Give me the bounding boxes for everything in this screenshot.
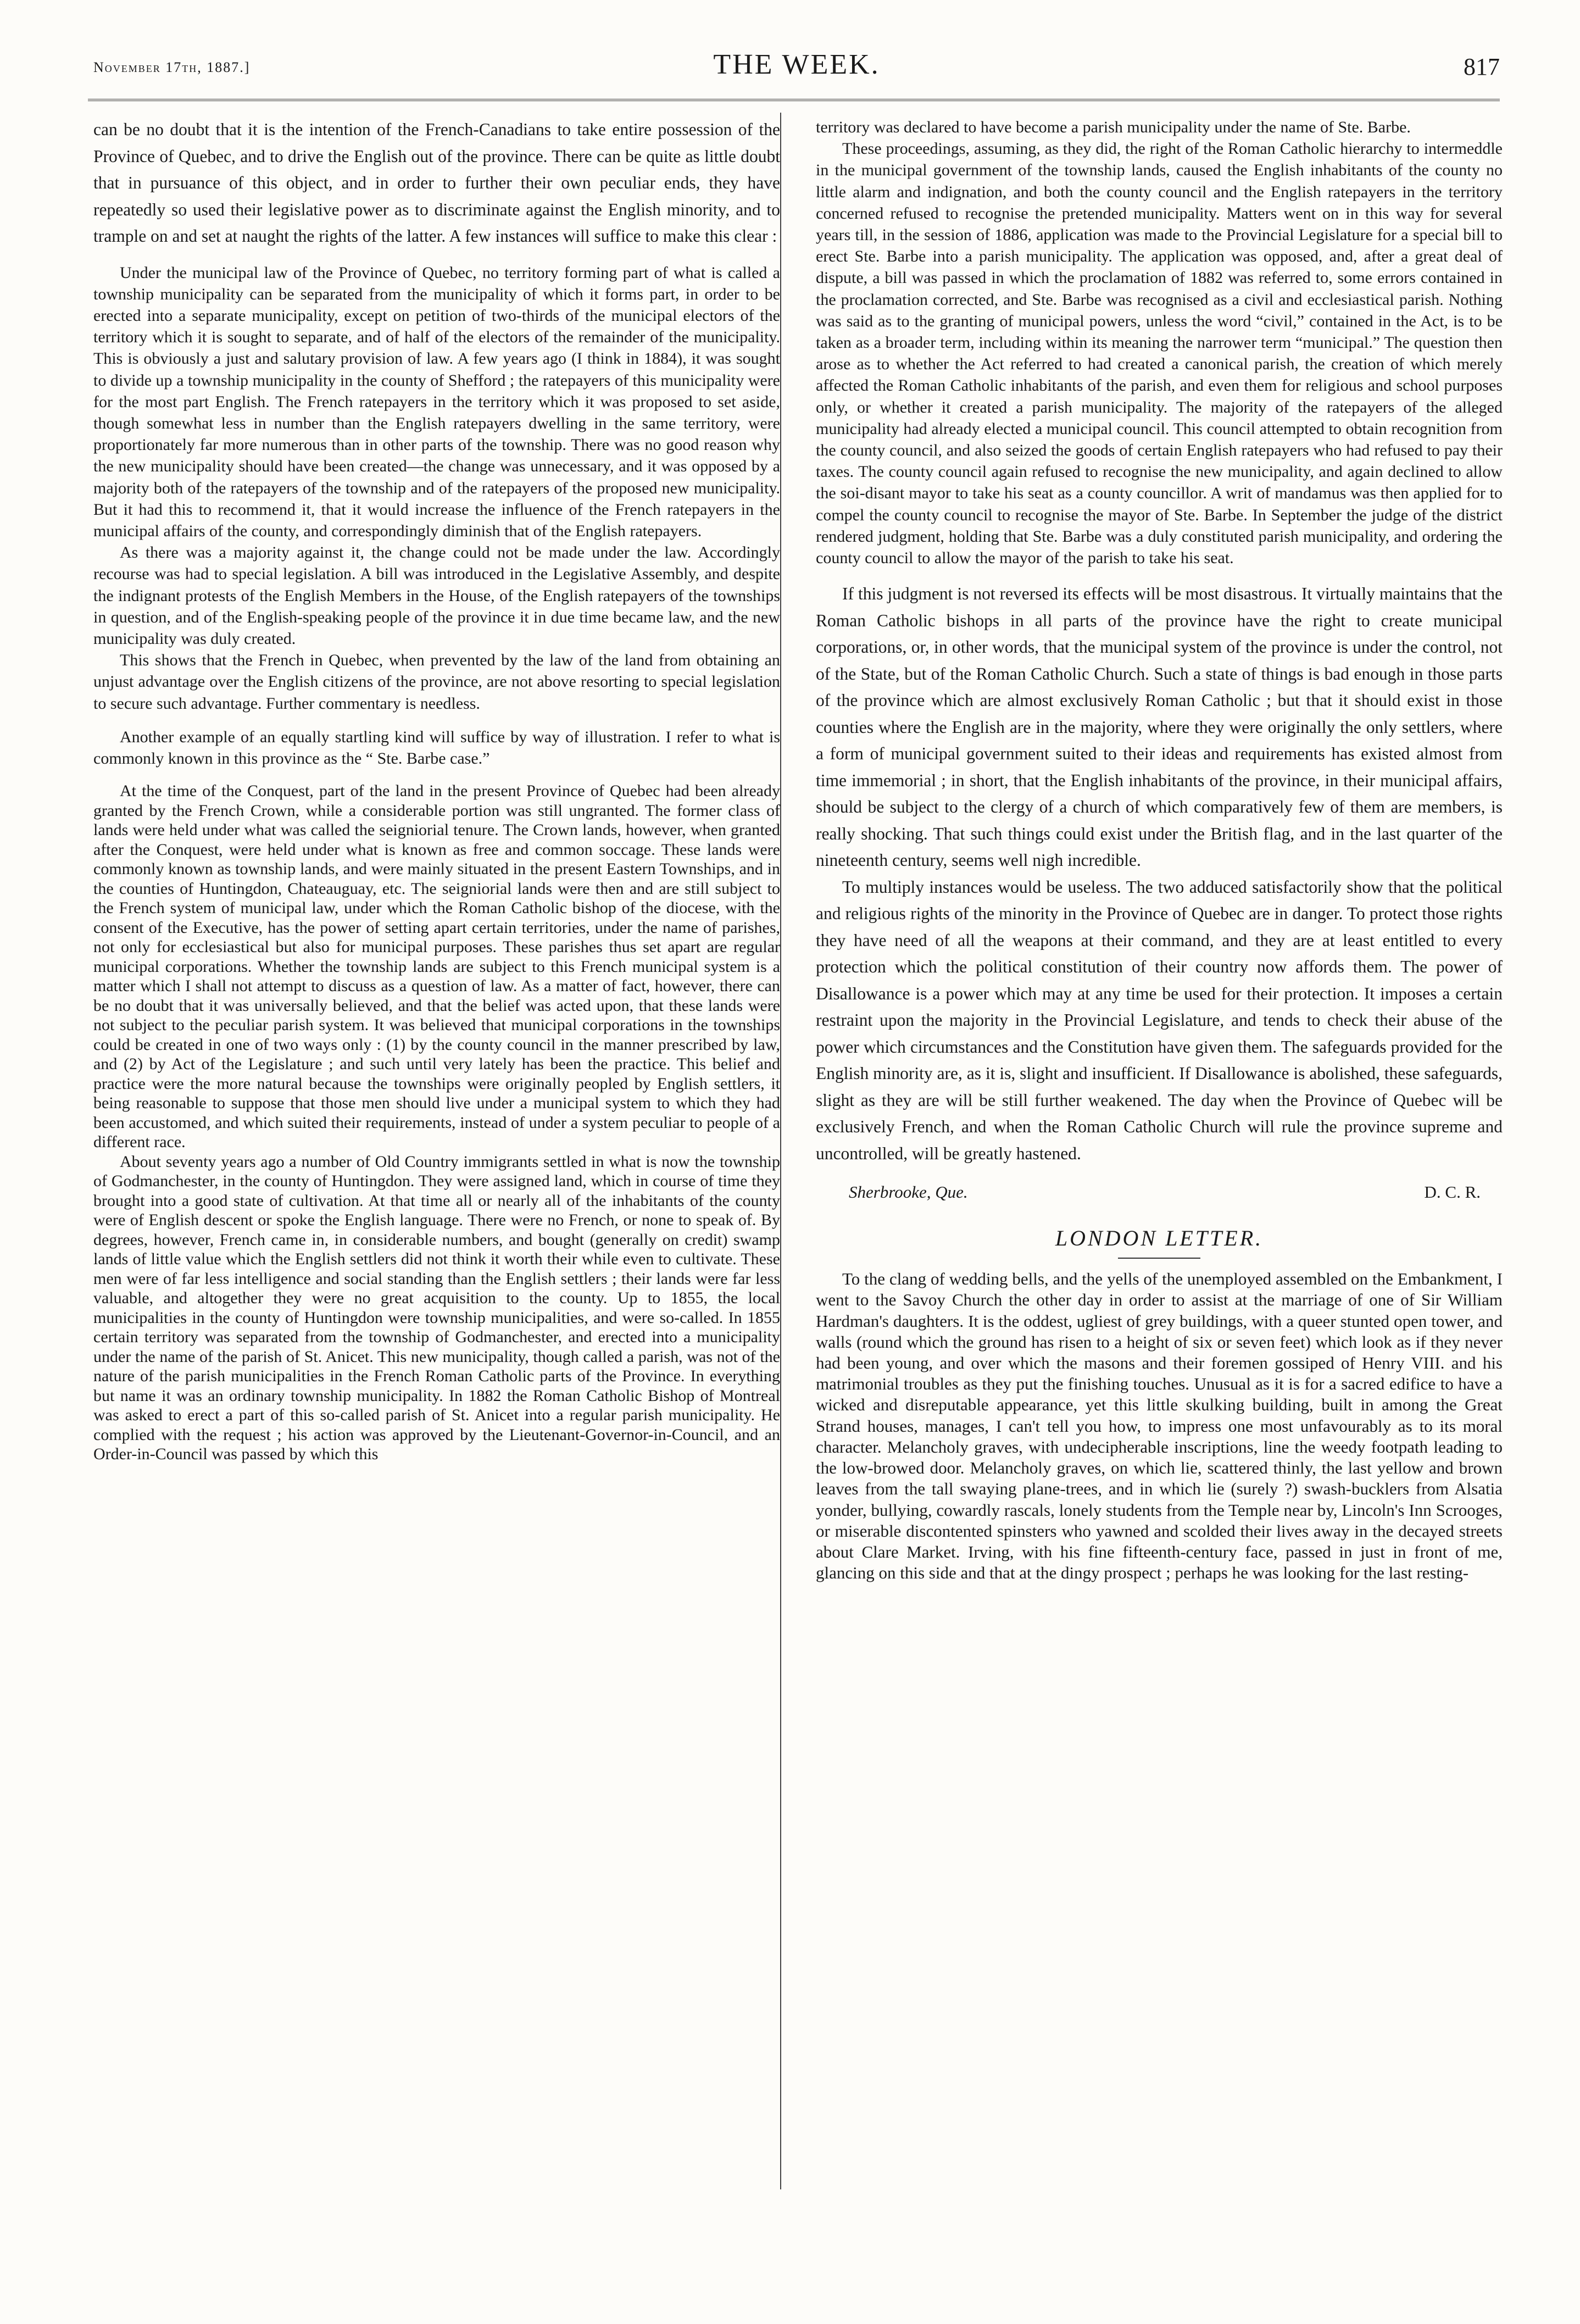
header-rule [88,99,1500,101]
middle-section [93,726,780,769]
paragraph: As there was a majority against it, the change could not be made under the law. Accordingly recourse was had to special legislation. A bill was introduced in the Legislative Assembly, and despite the indignant protests of the English Members in the House, of the English ratepayers of the townships in question, and of the English-speaking people of the province it in due time became law, and the new municipality was duly created. [93,543,780,648]
intro-section [93,116,780,250]
paragraph: These proceedings, assuming, as they did, the right of the Roman Catholic hierarchy to intermeddle in the municipal government of the township lands, caused the English inhabitants of the county no little alarm and indignation, and both the county council and the English ratepayers in the territory concerned refused to recognise the pretended municipality. Matters went on in this way for several years till, in the session of 1886, application was made to the Provincial Legislature for a special bill to erect Ste. Barbe into a parish municipality. The application was opposed, and, after a great deal of dispute, a bill was passed in which the proclamation of 1882 was referred to, some errors contained in the proclamation corrected, and Ste. Barbe was recognised as a civil and ecclesiastical parish. Nothing was said as to the granting of municipal powers, unless the word “civil,” contained in the Act, is to be taken as a broader term, including within its meaning the narrower term “municipal.” The question then arose as to whether the Act referred to had created a canonical parish, the creation of which merely affected the Roman Catholic inhabitants of the parish, and even them for religious and school purposes only, or whether it created a parish municipality. The majority of the ratepayers of the alleged municipality had already elected a municipal council. This council attempted to obtain recognition from the county council, and also seized the goods of certain English ratepayers who had refused to pay their taxes. The county council again refused to recognise the new municipality, and again declined to allow the soi-disant mayor to take his seat as a county councillor. A writ of mandamus was then applied for to compel the county council to recognise the mayor of Ste. Barbe. In September the judge of the district rendered judgment, holding that Ste. Barbe was a duly constituted parish municipality, and ordering the county council to allow the mayor of the parish to take his seat. [816,140,1503,568]
signature-place: Sherbrooke, Que. [849,1182,968,1202]
london-letter-section [816,1269,1503,1583]
column-divider [780,113,781,2189]
masthead-title: THE WEEK. [713,49,880,80]
right-column [816,116,1503,1583]
paragraph: To the clang of wedding bells, and the yells of the unemployed assembled on the Embankment, I went to the Savoy Church the other day in order to assist at the marriage of one of Sir William Hardman's daughters. It is the oddest, ugliest of grey buildings, with a queer stunted open tower, and walls (round which the ground has risen to a height of six or seven feet) which look as if they never had been young, and over which the masons and their foremen gossiped of Henry VIII. and his matrimonial troubles as they put the finishing touches. Unusual as it is for a sacred edifice to have a wicked and disreputable appearance, yet this little skulking building, built in among the Great Strand houses, manages, I can't tell you how, to impress one most unfavourably as to its moral character. Melancholy graves, with undecipherable inscriptions, line the weedy footpath leading to the low-browed door. Melancholy graves, on which lie, scattered thinly, the last yellow and brown leaves from the tall swaying plane-trees, and in which lie (surely ?) swash-bucklers from Alsatia yonder, bullying, cowardly rascals, lonely students from the Temple near by, Lincoln's Inn Scrooges, or miserable discontented spinsters who yawned and scolded their lives away in the decayed streets about Clare Market. Irving, with his fine fifteenth-century face, passed in just in front of me, glancing on this side and that at the dingy prospect ; perhaps he was looking for the last resting- [816,1269,1503,1583]
paragraph: To multiply instances would be useless. The two adduced satisfactorily show that the political and religious rights of the minority in the Province of Quebec are in danger. To protect those rights they have need of all the weapons at their command, and they are at least entitled to every protection which the political constitution of their country now affords them. The power of Disallowance is a power which may at any time be used for their protection. It imposes a certain restraint upon the majority in the Provincial Legislature, and tends to check their abuse of the power which circumstances and the Constitution have given them. The safeguards provided for the English minority are, as it is, slight and insufficient. If Disallowance is abolished, these safeguards, slight as they are will be still further weakened. The day when the Province of Quebec will be exclusively French, and when the Roman Catholic Church will rule the province supreme and uncontrolled, will be greatly hastened. [816,877,1503,1163]
paragraph: This shows that the French in Quebec, when prevented by the law of the land from obtaining an unjust advantage over the English citizens of the province, are not above resorting to special legislation to secure such advantage. Further commentary is needless. [93,651,780,713]
left-column [93,116,780,1476]
paragraph: can be no doubt that it is the intention of the French-Canadians to take entire possession of the Province of Quebec, and to drive the English out of the province. There can be quite as little doubt that in pursuance of this object, and in order to further their own peculiar ends, they have repeatedly so used their legislative power as to discriminate against the English minority, and to trample on and set at naught the rights of the latter. A few instances will suffice to make this clear : [93,120,780,246]
paragraph: At the time of the Conquest, part of the land in the present Province of Quebec had been already granted by the French Crown, while a considerable portion was still ungranted. The former class of lands were held under what was called the seigniorial tenure. The Crown lands, however, when granted after the Conquest, were held under what is known as free and common soccage. These lands were commonly known as township lands, and were mainly situated in the present Eastern Townships, and in the counties of Huntingdon, Chateauguay, etc. The seigniorial lands were then and are still subject to the French system of municipal law, under which the Roman Catholic bishop of the diocese, with the consent of the Executive, has the power of setting apart certain territories, under the name of parishes, not only for ecclesiastical but also for municipal purposes. These parishes thus set apart are regular municipal corporations. Whether the township lands are subject to this French municipal system is a matter which I shall not attempt to discuss as a question of law. As a matter of fact, however, there can be no doubt that it was universally believed, and that the belief was acted upon, that these lands were not subject to the peculiar parish system. It was believed that municipal corporations in the townships could be created in one of two ways only : (1) by the county council in the manner prescribed by law, and (2) by Act of the Legislature ; and such until very lately has been the practice. This belief and practice were the more natural because the townships were originally peopled by English settlers, it being reasonable to suppose that those men should live under a municipal system to which they had been accustomed, and which suited their requirements, instead of under a system peculiar to people of a different race. [93,782,780,1152]
section-title: LONDON LETTER. [1055,1226,1264,1251]
paragraph: If this judgment is not reversed its effects will be most disastrous. It virtually maintains that the Roman Catholic bishops in all parts of the province have the right to create municipal corporations, or, in other words, that the municipal system of the province is under the control, not of the State, but of the Roman Catholic Church. Such a state of things is bad enough in those parts of the province which are almost exclusively Roman Catholic ; but that it should exist in those counties where the English are in the majority, where they were originally the only settlers, where a form of municipal government suited to their ideas and requirements has existed almost from time immemorial ; in short, that the English inhabitants of the province, in their municipal affairs, should be subject to the clergy of a church of which comparatively few of them are members, is really shocking. That such things could exist under the British flag, and in the last quarter of the nineteenth century, seems well nigh incredible. [816,584,1503,870]
quoted-section-ste-barbe [93,781,780,1464]
page-number: 817 [1464,53,1500,80]
paragraph: territory was declared to have become a parish municipality under the name of Ste. Barbe. [816,118,1411,136]
paragraph: About seventy years ago a number of Old Country immigrants settled in what is now the township of Godmanchester, in the county of Huntingdon. They were assigned land, which in course of time they brought into a good state of cultivation. At that time all or nearly all of the inhabitants of the county were of English descent or spoke the English language. There were no French, or none to speak of. By degrees, however, French came in, in considerable numbers, and bought (generally on credit) swamp lands of little value which the English settlers did not think it worth their while even to cultivate. These men were of far less intelligence and social standing than the English settlers ; their lands were far less valuable, and altogether they were no great acquisition to the county. Up to 1855, the local municipalities in the county of Huntingdon were township municipalities, and were so-called. In 1855 certain territory was separated from the township of Godmanchester, and erected into a municipality under the name of the parish of St. Anicet. This new municipality, though called a parish, was not of the nature of the parish municipalities in the French Roman Catholic parts of the Province. In everything but name it was an ordinary township municipality. In 1882 the Roman Catholic Bishop of Montreal was asked to erect a part of this so-called parish of St. Anicet into a regular parish municipality. He complied with the request ; his action was approved by the Lieutenant-Governor-in-Council, and an Order-in-Council was passed by which this [93,1152,780,1464]
quoted-section-ste-barbe-continued [816,116,1503,569]
quoted-section-shefford [93,262,780,714]
signature-initials: D. C. R. [1424,1182,1481,1202]
issue-date: November 17th, 1887.] [93,59,251,75]
signature-line [816,1179,1503,1205]
page-header [93,48,1500,98]
conclusion-section [816,581,1503,1167]
paragraph: Another example of an equally startling kind will suffice by way of illustration. I refer to what is commonly known in this province as the “ Ste. Barbe case.” [93,727,780,768]
paragraph: Under the municipal law of the Province of Quebec, no territory forming part of what is called a township municipality can be separated from the municipality of which it forms part, in order to be erected into a separate municipality, except on petition of two-thirds of the municipal electors of the territory which it is sought to separate, and of half of the electors of the remainder of the municipality. This is obviously a just and salutary provision of law. A few years ago (I think in 1884), it was sought to divide up a township municipality in the county of Shefford ; the ratepayers of this municipality were for the most part English. The French ratepayers in the territory which it was proposed to set aside, though somewhat less in number than the English ratepayers dwelling in the same territory, were proportionately far more numerous than in other parts of the township. There was no good reason why the new municipality should have been created—the change was unnecessary, and it was opposed by a majority both of the ratepayers of the township and of the ratepayers of the proposed new municipality. But it had this to recommend it, that it would increase the influence of the French ratepayers in the municipal affairs of the county, and correspondingly diminish that of the English ratepayers. [93,263,780,540]
section-title-rule [1118,1258,1200,1259]
